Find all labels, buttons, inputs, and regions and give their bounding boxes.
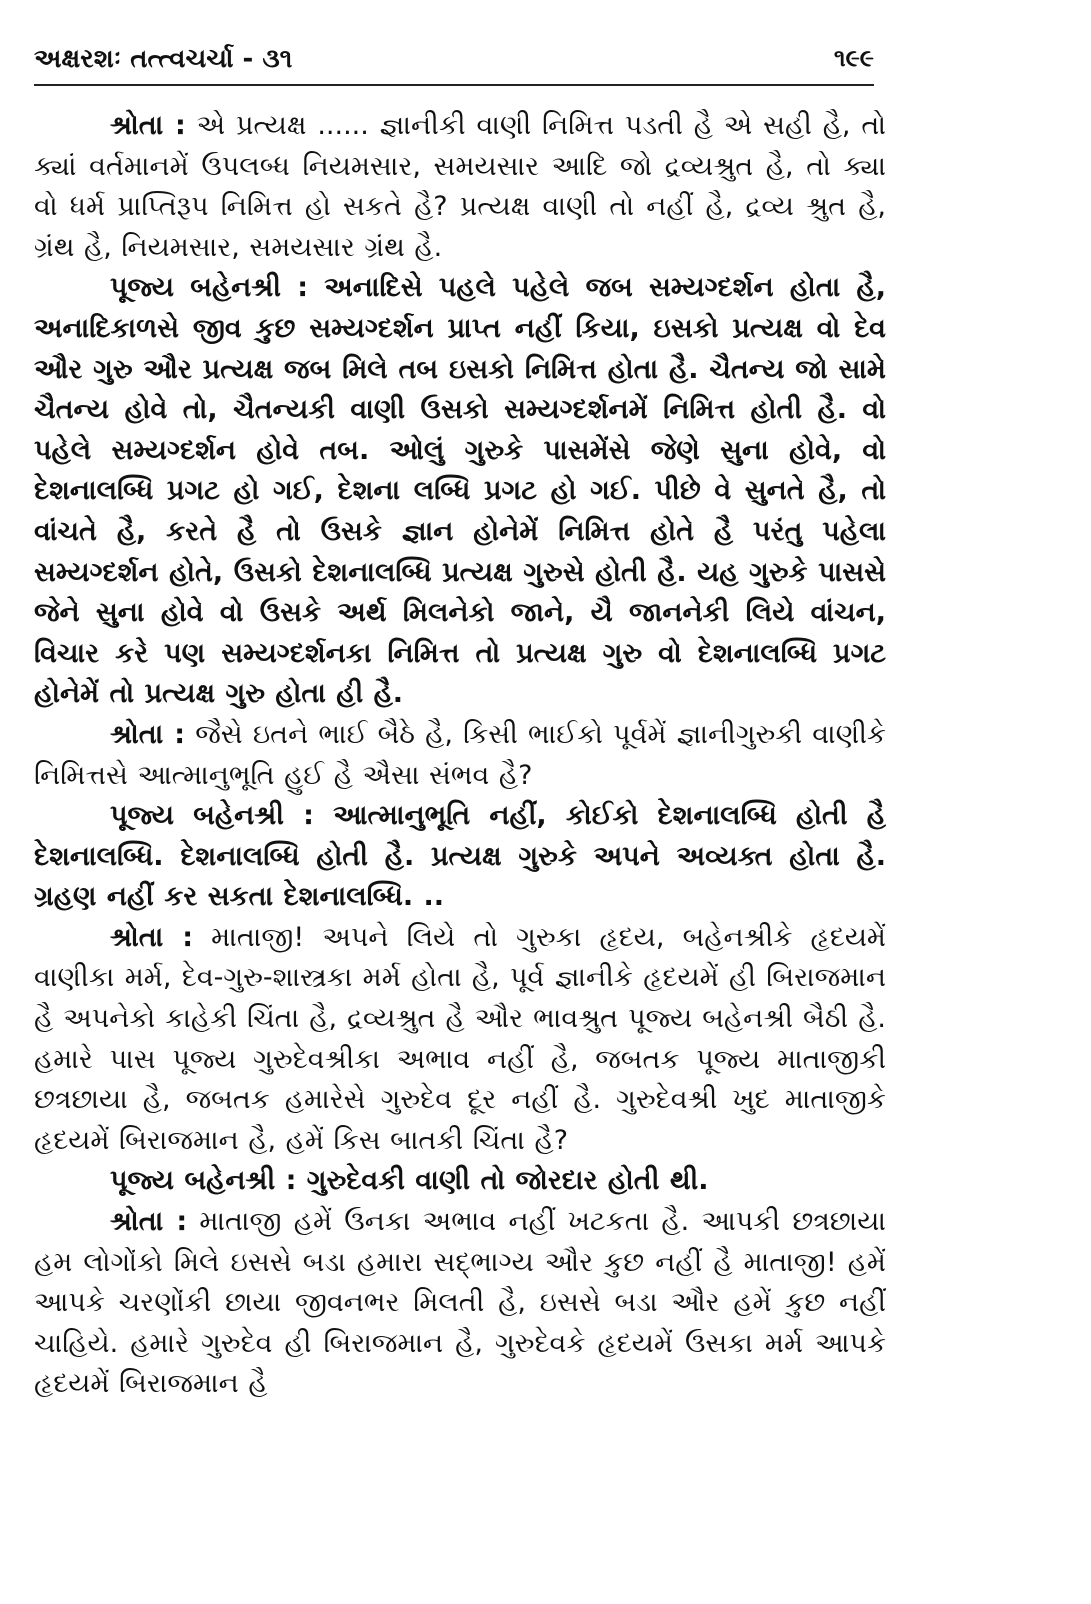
speaker-label: શ્રોતા : — [110, 718, 186, 750]
speaker-label: પૂજ્ય બહેનશ્રી : — [110, 1165, 297, 1197]
speaker-label: પૂજ્ય બહેનશ્રી : — [110, 800, 314, 832]
paragraph-bahenshri-1 — [34, 268, 886, 715]
paragraph-listener-3 — [34, 918, 886, 1162]
running-title: અક્ષરશઃ તત્ત્વચર્ચા - ૩૧ — [34, 44, 293, 74]
header-rule — [34, 84, 874, 86]
page-body — [34, 106, 886, 1405]
paragraph-text: જૈસે ઇતને ભાઈ બૈઠે હૈ, કિસી ભાઈકો પૂર્વમેં જ્ઞાનીગુરુકી વાણીકે નિમિત્તસે આત્માનુભૂતિ હુઈ હૈ ઐસા સંભવ હૈ? — [34, 718, 886, 791]
paragraph-text: આત્માનુભૂતિ નહીં, કોઈકો દેશનાલબ્ધિ હોતી હૈ દેશનાલબ્ધિ. દેશનાલબ્ધિ હોતી હૈ. પ્રત્યક્ષ ગુરુકે અપને અવ્યક્ત હોતા હૈ. ગ્રહણ નહીં કર સકતા દેશનાલબ્ધિ. .. — [34, 800, 886, 913]
paragraph-text: માતાજી હમેં ઉનકા અભાવ નહીં ખટકતા હૈ. આપકી છત્રછાયા હમ લોગોંકો મિલે ઇસસે બડા હમારા સદ્ભાગ્ય ઔર કુછ નહીં હૈ માતાજી! હમેં આપકે ચરણોંકી છાયા જીવનભર મિલતી હૈ, ઇસસે બડા ઔર હમેં કુછ નહીં ચાહિયે. હમારે ગુરુદેવ હી બિરાજમાન હૈ, ગુરુદેવકે હૃદયમેં ઉસકા મર્મ આપકે હૃદયમેં બિરાજમાન હૈ — [34, 1206, 887, 1400]
speaker-label: પૂજ્ય બહેનશ્રી : — [110, 272, 309, 304]
paragraph-bahenshri-3 — [34, 1161, 886, 1202]
speaker-label: શ્રોતા : — [110, 110, 186, 141]
paragraph-listener-1 — [34, 106, 886, 268]
paragraph-text: માતાજી! અપને લિયે તો ગુરુકા હૃદય, બહેનશ્રીકે હૃદયમેં વાણીકા મર્મ, દેવ-ગુરુ-શાસ્ત્રકા મર્મ હોતા હૈ, પૂર્વ જ્ઞાનીકે હૃદયમેં હી બિરાજમાન હૈ અપનેકો કાહેકી ચિંતા હૈ, દ્રવ્યશ્રુત હૈ ઔર ભાવશ્રુત પૂજ્ય બહેનશ્રી બૈઠી હૈ. હમારે પાસ પૂજ્ય ગુરુદેવશ્રીકા અભાવ નહીં હૈ, જબતક પૂજ્ય માતાજીકી છત્રછાયા હૈ, જબતક હમારેસે ગુરુદેવ દૂર નહીં હૈ. ગુરુદેવશ્રી ખુદ માતાજીકે હૃદયમેં બિરાજમાન હૈ, હમેં કિસ બાતકી ચિંતા હૈ? — [34, 921, 886, 1156]
paragraph-text: એ પ્રત્યક્ષ ...... જ્ઞાનીકી વાણી નિમિત્ત પડતી હૈ એ સહી હૈ, તો ક્યાં વર્તમાનમેં ઉપલબ્ધ નિયમસાર, સમયસાર આદિ જો દ્રવ્યશ્રુત હૈ, તો ક્યા વો ધર્મ પ્રાપ્તિરૂપ નિમિત્ત હો સકતે હૈ? પ્રત્યક્ષ વાણી તો નહીં હૈ, દ્રવ્ય શ્રુત હૈ, ગ્રંથ હૈ, નિયમસાર, સમયસાર ગ્રંથ હૈ. — [34, 110, 887, 263]
paragraph-bahenshri-2 — [34, 796, 886, 918]
speaker-label: શ્રોતા : — [110, 1206, 188, 1238]
speaker-label: શ્રોતા : — [110, 921, 194, 953]
page-number: ૧૯૯ — [833, 44, 874, 72]
running-header — [34, 44, 874, 84]
paragraph-listener-2 — [34, 715, 886, 796]
paragraph-text: અનાદિસે પહલે પહેલે જબ સમ્યગ્દર્શન હોતા હૈ, અનાદિકાળસે જીવ કુછ સમ્યગ્દર્શન પ્રાપ્ત નહીં કિયા, ઇસકો પ્રત્યક્ષ વો દેવ ઔર ગુરુ ઔર પ્રત્યક્ષ જબ મિલે તબ ઇસકો નિમિત્ત હોતા હૈ. ચૈતન્ય જો સામે ચૈતન્ય હોવે તો, ચૈતન્યકી વાણી ઉસકો સમ્યગ્દર્શનમેં નિમિત્ત હોતી હૈ. વો પહેલે સમ્યગ્દર્શન હોવે તબ. ઓલું ગુરુકે પાસમેંસે જેણે સુના હોવે, વો દેશનાલબ્ધિ પ્રગટ હો ગઈ, દેશના લબ્ધિ પ્રગટ હો ગઈ. પીછે વે સુનતે હૈ, તો વાંચતે હૈ, કરતે હૈ તો ઉસકે જ્ઞાન હોનેમેં નિમિત્ત હોતે હૈ પરંતુ પહેલા સમ્યગ્દર્શન હોતે, ઉસકો દેશનાલબ્ધિ પ્રત્યક્ષ ગુરુસે હોતી હૈ. યહ ગુરુકે પાસસે જેને સુના હોવે વો ઉસકે અર્થ મિલનેકો જાને, યૈ જાનનેકી લિયે વાંચન, વિચાર કરે પણ સમ્યગ્દર્શનકા નિમિત્ત તો પ્રત્યક્ષ ગુરુ વો દેશનાલબ્ધિ પ્રગટ હોનેમેં તો પ્રત્યક્ષ ગુરુ હોતા હી હૈ. — [34, 272, 886, 710]
paragraph-listener-4 — [34, 1202, 886, 1405]
paragraph-text: ગુરુદેવકી વાણી તો જોરદાર હોતી થી. — [306, 1165, 709, 1197]
